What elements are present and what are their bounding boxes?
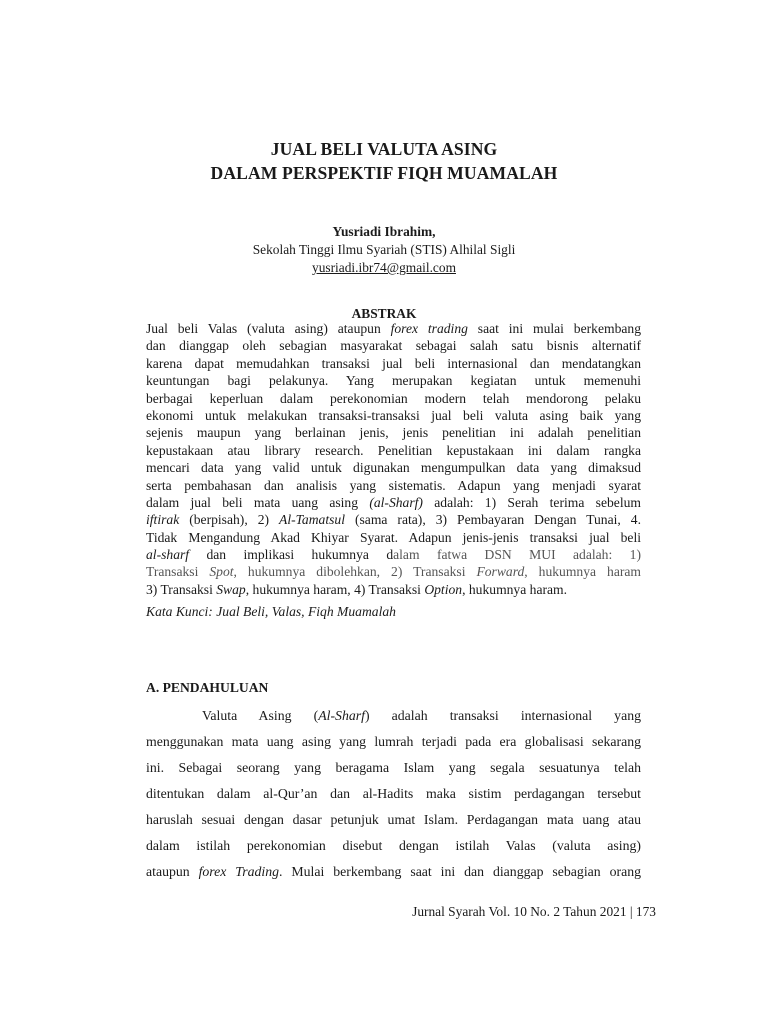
abstract-line: [146, 529, 641, 546]
text-run: (sama rata), 3) Pembayaran Dengan Tunai, 4.: [345, 512, 641, 528]
text-run: keuntungan bagi pelakunya. Yang merupakan kegiatan untuk memenuhi: [146, 373, 641, 389]
abstract-line: [146, 372, 641, 389]
text-run: Tidak Mengandung Akad Khiyar Syarat. Adapun jenis-jenis transaksi jual beli: [146, 529, 641, 545]
text-run: dan dianggap oleh sebagian masyarakat sebagai salah satu bisnis alternatif: [146, 338, 641, 354]
paper-title-line-1: JUAL BELI VALUTA ASING: [270, 139, 498, 159]
text-run: dalam istilah perekonomian disebut dengan istilah Valas (valuta asing): [146, 838, 641, 853]
italic-term: Spot: [209, 564, 234, 580]
abstract-line: [146, 563, 641, 580]
page-footer: Jurnal Syarah Vol. 10 No. 2 Tahun 2021 | 173: [412, 904, 656, 919]
italic-term: forex Trading: [198, 864, 280, 879]
body-paragraph-line: [146, 755, 641, 781]
text-run: mencari data yang valid untuk digunakan mengumpulkan data yang dimaksud: [146, 460, 641, 476]
abstract-line: [146, 459, 641, 476]
text-run: (berpisah), 2): [179, 512, 280, 528]
italic-term: Forward: [476, 564, 525, 580]
author-block: [0, 223, 768, 277]
text-run: saat ini mulai berkembang: [467, 321, 641, 336]
abstract-line: [146, 407, 641, 424]
text-run: 3) Transaksi: [146, 581, 217, 597]
text-run: karena dapat memudahkan transaksi jual beli internasional dan mendatangkan: [146, 355, 641, 371]
text-run: dan implikasi hukumnya d: [189, 547, 394, 563]
text-run: . Mulai berkembang saat ini dan dianggap sebagian orang: [279, 864, 641, 879]
section-body: [146, 703, 641, 885]
text-run: berbagai keperluan dalam perekonomian modern telah mendorong pelaku: [146, 390, 641, 406]
italic-term: Al-Sharf: [318, 708, 365, 723]
italic-term: (al-Sharf): [369, 494, 423, 510]
italic-term: Swap: [216, 581, 246, 597]
abstract-heading: ABSTRAK: [351, 306, 417, 321]
abstract-line: [146, 494, 641, 511]
text-run: menggunakan mata uang asing yang lumrah terjadi pada era globalisasi sekarang: [146, 734, 641, 749]
section-heading: A. PENDAHULUAN: [146, 680, 269, 695]
body-paragraph-line: [146, 859, 641, 885]
abstract-line: [146, 337, 641, 354]
text-run: Jual beli Valas (valuta asing) ataupun: [146, 321, 391, 336]
abstract-line: [146, 581, 641, 598]
keywords: Kata Kunci: Jual Beli, Valas, Fiqh Muamalah: [146, 604, 396, 619]
text-run: haruslah sesuai dengan dasar petunjuk umat Islam. Perdagangan mata uang atau: [146, 812, 641, 827]
abstract-line: [146, 424, 641, 441]
body-paragraph-line: [146, 781, 641, 807]
text-run: ekonomi untuk melakukan transaksi-transaksi jual beli valuta asing baik yang: [146, 407, 641, 423]
abstract-line: [146, 511, 641, 528]
author-affiliation: Sekolah Tinggi Ilmu Syariah (STIS) Alhilal Sigli: [252, 242, 516, 257]
abstract-line: [146, 320, 641, 337]
text-run: , hukumnya haram, 4) Transaksi: [245, 581, 425, 597]
text-run: ini. Sebagai seorang yang beragama Islam yang segala sesuatunya telah: [146, 760, 641, 775]
author-name: Yusriadi Ibrahim,: [332, 224, 436, 239]
italic-term: al-sharf: [146, 547, 190, 563]
body-paragraph-line: [146, 729, 641, 755]
italic-term: iftirak: [146, 512, 180, 528]
abstract-body: [146, 320, 641, 598]
text-run: Transaksi: [146, 564, 210, 580]
italic-term: Option: [424, 581, 463, 597]
text-run: alam fatwa DSN MUI adalah: 1): [393, 547, 641, 563]
text-run: adalah: 1) Serah terima sebelum: [422, 494, 641, 510]
text-run: , hukumnya dibolehkan, 2) Transaksi: [233, 564, 477, 580]
paper-title-line-2: DALAM PERSPEKTIF FIQH MUAMALAH: [210, 163, 558, 183]
text-run: dalam jual beli mata uang asing: [146, 494, 370, 510]
text-run: serta pembahasan dan analisis yang sistematis. Adapun yang menjadi syarat: [146, 477, 641, 493]
italic-term: Al-Tamatsul: [279, 512, 345, 528]
text-run: ataupun: [146, 864, 199, 879]
text-run: ) adalah transaksi internasional yang: [364, 708, 641, 723]
abstract-line: [146, 546, 641, 563]
text-run: , hukumnya haram.: [462, 581, 568, 597]
abstract-line: [146, 442, 641, 459]
text-run: sejenis maupun yang berlainan jenis, jenis penelitian ini adalah penelitian: [146, 425, 641, 441]
body-paragraph-line: [146, 833, 641, 859]
paper-title: [0, 137, 768, 185]
body-paragraph-line: [146, 807, 641, 833]
text-run: , hukumnya haram: [524, 564, 641, 580]
author-email-link[interactable]: yusriadi.ibr74@gmail.com: [312, 260, 456, 275]
abstract-line: [146, 355, 641, 372]
abstract-line: [146, 477, 641, 494]
body-paragraph-line: [146, 703, 641, 729]
abstract-line: [146, 390, 641, 407]
text-run: ditentukan dalam al-Qur’an dan al-Hadits maka sistim perdagangan tersebut: [146, 786, 641, 801]
italic-term: forex trading: [390, 321, 468, 336]
text-run: Valuta Asing (: [202, 708, 319, 723]
text-run: kepustakaan atau library research. Penelitian kepustakaan ini dalam rangka: [146, 442, 641, 458]
